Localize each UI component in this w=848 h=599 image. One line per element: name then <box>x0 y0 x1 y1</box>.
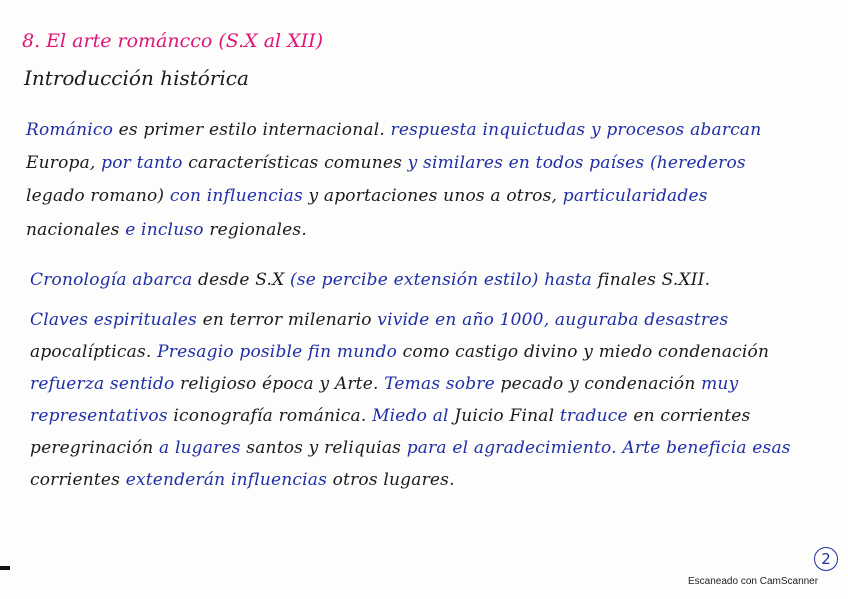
text-segment: particularidades <box>562 186 708 206</box>
text-segment: Románico <box>26 120 114 140</box>
text-segment: muy <box>701 374 739 394</box>
text-segment: nacionales <box>26 220 126 240</box>
text-segment: traduce <box>559 406 634 426</box>
text-segment: Presagio posible fin mundo <box>157 342 403 362</box>
text-segment: a lugares <box>159 438 247 458</box>
text-segment: Temas sobre <box>384 374 501 394</box>
text-segment: e incluso <box>125 220 210 240</box>
page-number-label: 2 <box>821 550 831 568</box>
text-segment: legado romano) <box>26 186 170 206</box>
text-segment: es primer estilo internacional. <box>113 120 391 140</box>
text-segment: regionales. <box>209 220 307 240</box>
paragraph1-line <box>26 120 761 140</box>
text-segment: y aportaciones unos a otros, <box>308 186 563 206</box>
text-segment: santos y reliquias <box>246 438 407 458</box>
paragraph2-line <box>30 270 710 290</box>
text-segment: Miedo al <box>372 406 455 426</box>
text-segment: en corrientes <box>633 406 751 426</box>
text-segment: corrientes <box>30 470 126 490</box>
text-segment: finales S.XII. <box>597 270 711 290</box>
text-segment: desde S.X <box>198 270 290 290</box>
text-segment: para el agradecimiento. Arte beneficia esas <box>406 438 791 458</box>
scan-edge-mark <box>0 566 10 570</box>
paragraph2-line <box>30 342 769 362</box>
text-segment: con influencias <box>169 186 309 206</box>
text-segment: refuerza sentido <box>30 374 181 394</box>
text-segment: peregrinación <box>30 438 160 458</box>
text-segment: características comunes <box>188 153 408 173</box>
text-segment: Europa, <box>26 153 102 173</box>
text-segment: y similares en todos países (herederos <box>407 153 746 173</box>
text-segment: Juicio Final <box>454 406 560 426</box>
section-subtitle: Introducción histórica <box>24 66 249 90</box>
text-segment: pecado y condenación <box>500 374 702 394</box>
text-segment: extenderán influencias <box>125 470 333 490</box>
paragraph2-line <box>30 438 791 458</box>
text-segment: Claves espirituales <box>30 310 203 330</box>
text-segment: en terror milenario <box>202 310 378 330</box>
text-segment: como castigo divino y miedo condenación <box>402 342 770 362</box>
text-segment: religioso época y Arte. <box>180 374 385 394</box>
text-segment: iconografía románica. <box>173 406 373 426</box>
text-segment: vivide en año 1000, auguraba desastres <box>377 310 729 330</box>
page-title: 8. El arte románcco (S.X al XII) <box>22 30 324 52</box>
scanner-watermark: Escaneado con CamScanner <box>688 576 819 587</box>
text-segment: apocalípticas. <box>30 342 158 362</box>
text-segment: otros lugares. <box>332 470 455 490</box>
paragraph2-line <box>30 470 455 490</box>
text-segment: por tanto <box>101 153 189 173</box>
paragraph2-line <box>30 406 750 426</box>
text-segment: representativos <box>30 406 174 426</box>
text-segment: (se percibe extensión estilo) hasta <box>290 270 598 290</box>
paragraph1-line <box>26 186 708 206</box>
paragraph2-line <box>30 374 738 394</box>
paragraph1-line <box>26 220 307 240</box>
page-number <box>814 547 838 571</box>
paragraph2-line <box>30 310 728 330</box>
text-segment: Cronología abarca <box>30 270 199 290</box>
text-segment: respuesta inquictudas y procesos abarcan <box>390 120 762 140</box>
paragraph1-line <box>26 153 746 173</box>
